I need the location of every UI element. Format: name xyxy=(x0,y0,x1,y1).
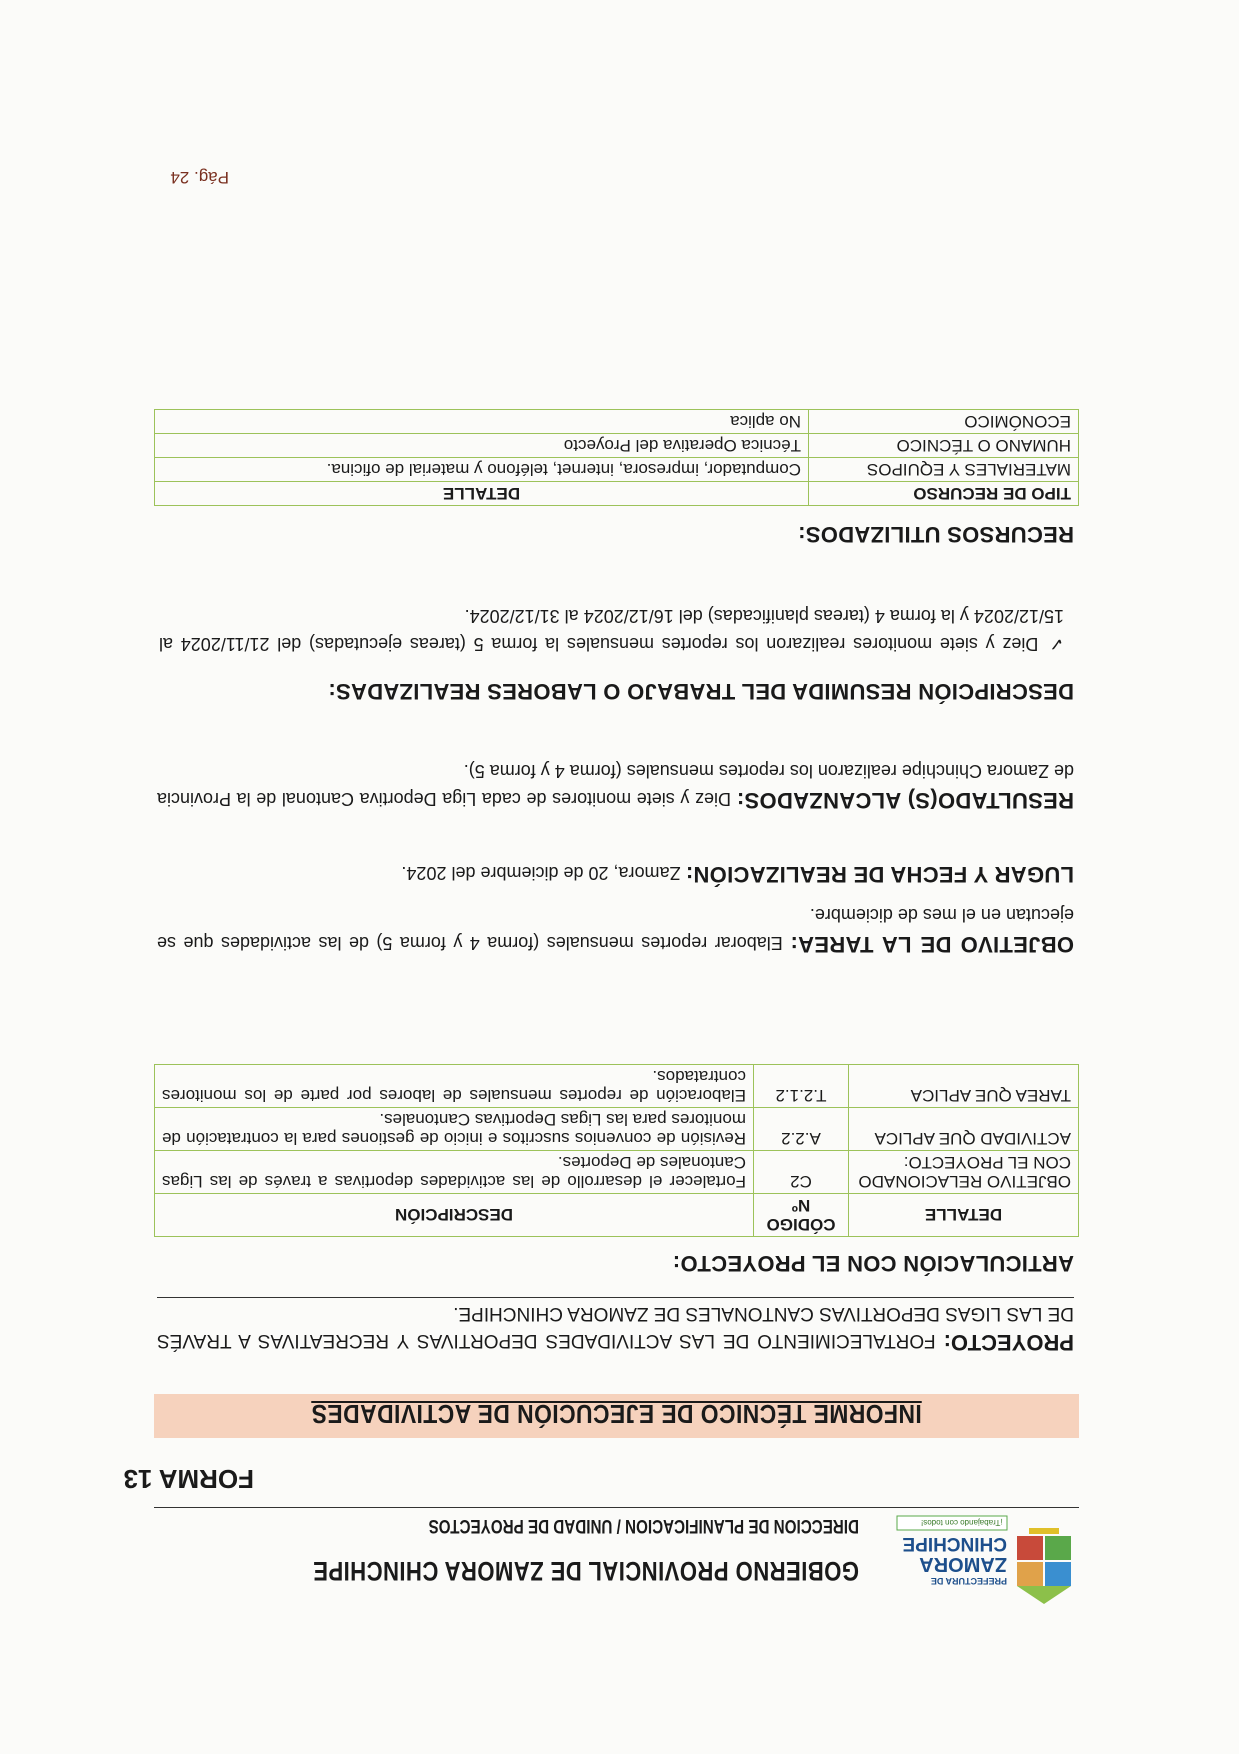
svg-text:¡Trabajando con todos!: ¡Trabajando con todos! xyxy=(921,1518,1003,1527)
summary-item-text: Diez y siete monitores realizaron los reportes mensuales la forma 5 (tareas ejecutadas) del 21/11/2024 al 15/12/2024 y la forma 4 (tareas planificadas) del 16/12/2024 al 31/12/2024. xyxy=(159,606,1064,654)
column-header: DESCRIPCIÓN xyxy=(155,1194,754,1237)
table-row xyxy=(155,1151,1079,1194)
articulation-table xyxy=(154,1064,1079,1237)
row-detail: ACTIVIDAD QUE APLICA xyxy=(849,1108,1079,1151)
resource-detail: No aplica xyxy=(155,410,809,434)
table-header-row xyxy=(155,1194,1079,1237)
resource-type: MATERIALES Y EQUIPOS xyxy=(809,458,1079,482)
task-objective-text: Elaborar reportes mensuales (forma 4 y forma 5) de las actividades que se ejecutan en el mes de diciembre. xyxy=(157,905,1074,953)
results-text: Diez y siete monitores de cada Liga Deportiva Cantonal de la Provincia de Zamora Chinchipe realizaron los reportes mensuales (forma 4 y forma 5). xyxy=(157,761,1074,809)
row-description: Revisión de convenios suscritos e inicio de gestiones para la contratación de monitores para las Ligas Deportivas Cantonales. xyxy=(155,1108,754,1151)
prefectura-logo xyxy=(879,1504,1079,1614)
direction-name: DIRECCION DE PLANIFICACION / UNIDAD DE PROYECTOS xyxy=(428,1515,859,1536)
place-date-label: LUGAR Y FECHA DE REALIZACIÓN: xyxy=(685,862,1074,887)
row-detail: TAREA QUE APLICA xyxy=(849,1065,1079,1108)
table-header-row xyxy=(155,482,1079,506)
results-label: RESULTADO(S) ALCANZADOS: xyxy=(736,788,1074,813)
project-label: PROYECTO: xyxy=(943,1330,1074,1355)
task-objective xyxy=(157,901,1074,958)
title-banner xyxy=(154,1394,1079,1438)
row-code: A.2.2 xyxy=(754,1108,849,1151)
resource-detail: Técnica Operativa del Proyecto xyxy=(155,434,809,458)
results-achieved xyxy=(157,757,1074,814)
svg-text:PREFECTURA DE: PREFECTURA DE xyxy=(930,1576,1007,1586)
svg-text:ZAMORA: ZAMORA xyxy=(919,1553,1007,1575)
row-description: Fortalecer el desarrollo de las actividades deportivas a través de las Ligas Cantonales de Deportes. xyxy=(155,1151,754,1194)
row-description: Elaboración de reportes mensuales de labores por parte de los monitores contratados. xyxy=(155,1065,754,1108)
table-row xyxy=(155,434,1079,458)
resource-detail: Computador, impresora, internet, teléfono y material de oficina. xyxy=(155,458,809,482)
place-date xyxy=(157,859,1074,888)
table-row xyxy=(155,1065,1079,1108)
column-header: DETALLE xyxy=(849,1194,1079,1237)
table-row xyxy=(155,458,1079,482)
project-text: FORTALECIMIENTO DE LAS ACTIVIDADES DEPORTIVAS Y RECREATIVAS A TRAVÉS DE LAS LIGAS DEPORTIVAS CANTONALES DE ZAMORA CHINCHIPE. xyxy=(157,1303,1074,1351)
report-title: INFORME TÉCNICO DE EJECUCIÓN DE ACTIVIDADES xyxy=(311,1399,922,1429)
project-block xyxy=(157,1297,1074,1356)
form-number: FORMA 13 xyxy=(123,1464,254,1494)
table-row xyxy=(155,410,1079,434)
task-objective-label: OBJETIVO DE LA TAREA: xyxy=(790,932,1074,957)
resource-type: ECONÓMICO xyxy=(809,410,1079,434)
column-header: CÓDIGO Nº xyxy=(754,1194,849,1237)
resources-table xyxy=(154,409,1079,506)
row-detail: OBJETIVO RELACIONADO CON EL PROYECTO: xyxy=(849,1151,1079,1194)
column-header: DETALLE xyxy=(155,482,809,506)
header-divider xyxy=(154,1507,1079,1508)
table-row xyxy=(155,1108,1079,1151)
row-code: C2 xyxy=(754,1151,849,1194)
resource-type: HUMANO O TÉCNICO xyxy=(809,434,1079,458)
checkmark-icon: ✓ xyxy=(1046,634,1064,654)
articulation-heading: ARTICULACIÓN CON EL PROYECTO: xyxy=(672,1251,1074,1276)
logo-emblem-icon xyxy=(1017,1528,1071,1604)
resources-heading: RECURSOS UTILIZADOS: xyxy=(797,522,1074,547)
row-code: T.2.1.2 xyxy=(754,1065,849,1108)
page-number: Pág. 24 xyxy=(170,168,229,187)
svg-text:CHINCHIPE: CHINCHIPE xyxy=(902,1533,1007,1554)
place-date-text: Zamora, 20 de diciembre del 2024. xyxy=(401,863,681,883)
government-name: GOBIERNO PROVINCIAL DE ZAMORA CHINCHIPE xyxy=(312,1556,859,1586)
column-header: TIPO DE RECURSO xyxy=(809,482,1079,506)
summary-heading: DESCRIPCIÓN RESUMIDA DEL TRABAJO O LABORES REALIZADAS: xyxy=(328,679,1074,704)
summary-item xyxy=(159,602,1064,658)
